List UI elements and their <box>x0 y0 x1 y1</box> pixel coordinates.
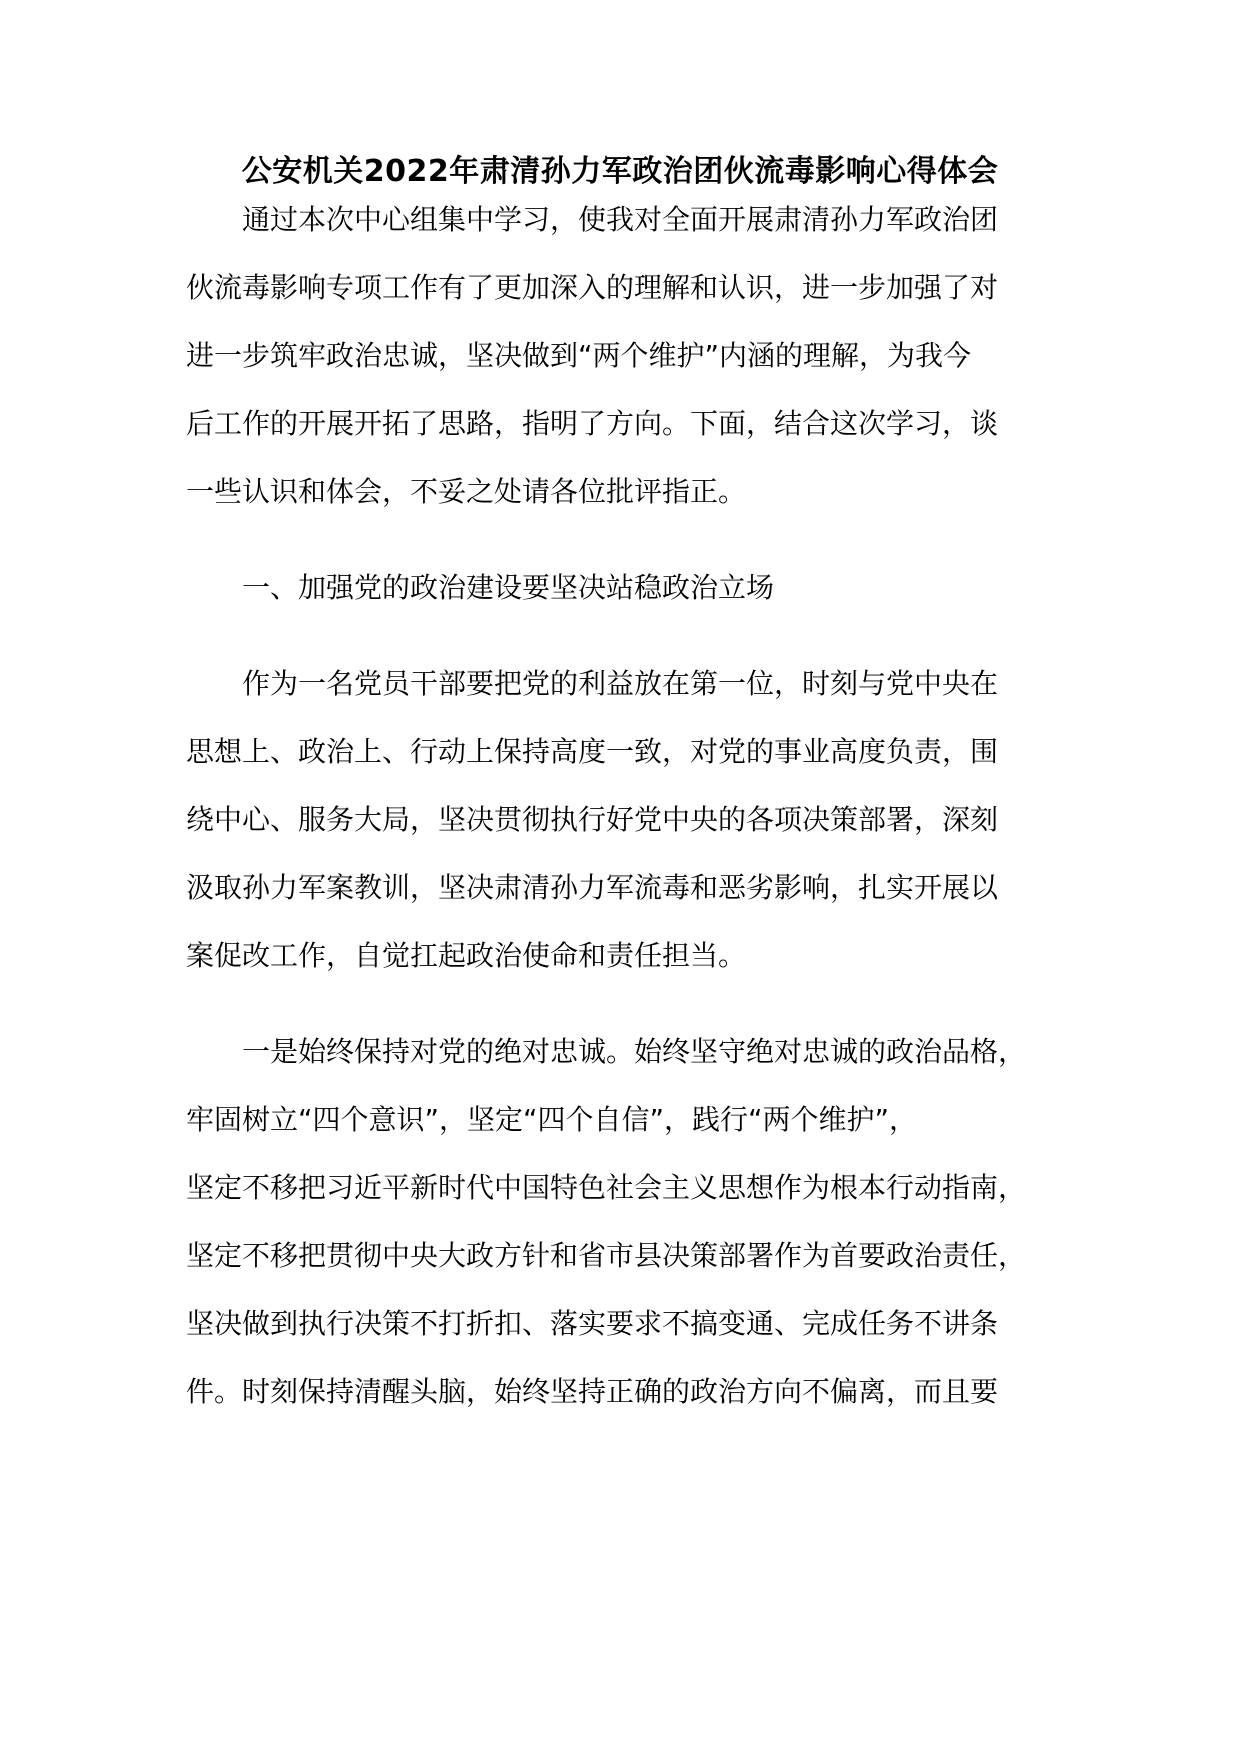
paragraph-3-line-6: 件。时刻保持清醒头脑，始终坚持正确的政治方向不偏离，而且要 <box>186 1375 999 1408</box>
paragraph-1-line-2: 伙流毒影响专项工作有了更加深入的理解和认识，进一步加强了对 <box>186 271 999 304</box>
paragraph-2-line-1: 作为一名党员干部要把党的利益放在第一位，时刻与党中央在 <box>242 667 999 700</box>
paragraph-3-line-4: 坚定不移把贯彻中央大政方针和省市县决策部署作为首要政治责任， <box>186 1239 1027 1272</box>
paragraph-2-line-3: 绕中心、服务大局，坚决贯彻执行好党中央的各项决策部署，深刻 <box>186 803 999 836</box>
paragraph-3-line-5: 坚决做到执行决策不打折扣、落实要求不搞变通、完成任务不讲条 <box>186 1307 999 1340</box>
paragraph-2-line-4: 汲取孙力军案教训，坚决肃清孙力军流毒和恶劣影响，扎实开展以 <box>186 871 999 904</box>
section-heading: 一、加强党的政治建设要坚决站稳政治立场 <box>242 571 775 604</box>
paragraph-3-line-1: 一是始终保持对党的绝对忠诚。始终坚守绝对忠诚的政治品格， <box>242 1035 1027 1068</box>
paragraph-1-line-3: 进一步筑牢政治忠诚，坚决做到“两个维护”内涵的理解，为我今 <box>186 339 972 372</box>
paragraph-1-line-5: 一些认识和体会，不妥之处请各位批评指正。 <box>186 475 747 508</box>
paragraph-3-line-2: 牢固树立“四个意识”，坚定“四个自信”，践行“两个维护”， <box>186 1103 918 1136</box>
paragraph-2-line-5: 案促改工作，自觉扛起政治使命和责任担当。 <box>186 939 747 972</box>
document-title: 公安机关2022年肃清孙力军政治团伙流毒影响心得体会 <box>241 154 999 189</box>
paragraph-3-line-3: 坚定不移把习近平新时代中国特色社会主义思想作为根本行动指南， <box>186 1171 1027 1204</box>
paragraph-2-line-2: 思想上、政治上、行动上保持高度一致，对党的事业高度负责，围 <box>186 735 999 768</box>
paragraph-1-line-4: 后工作的开展开拓了思路，指明了方向。下面，结合这次学习，谈 <box>186 407 999 440</box>
paragraph-1-line-1: 通过本次中心组集中学习，使我对全面开展肃清孙力军政治团 <box>242 203 999 236</box>
